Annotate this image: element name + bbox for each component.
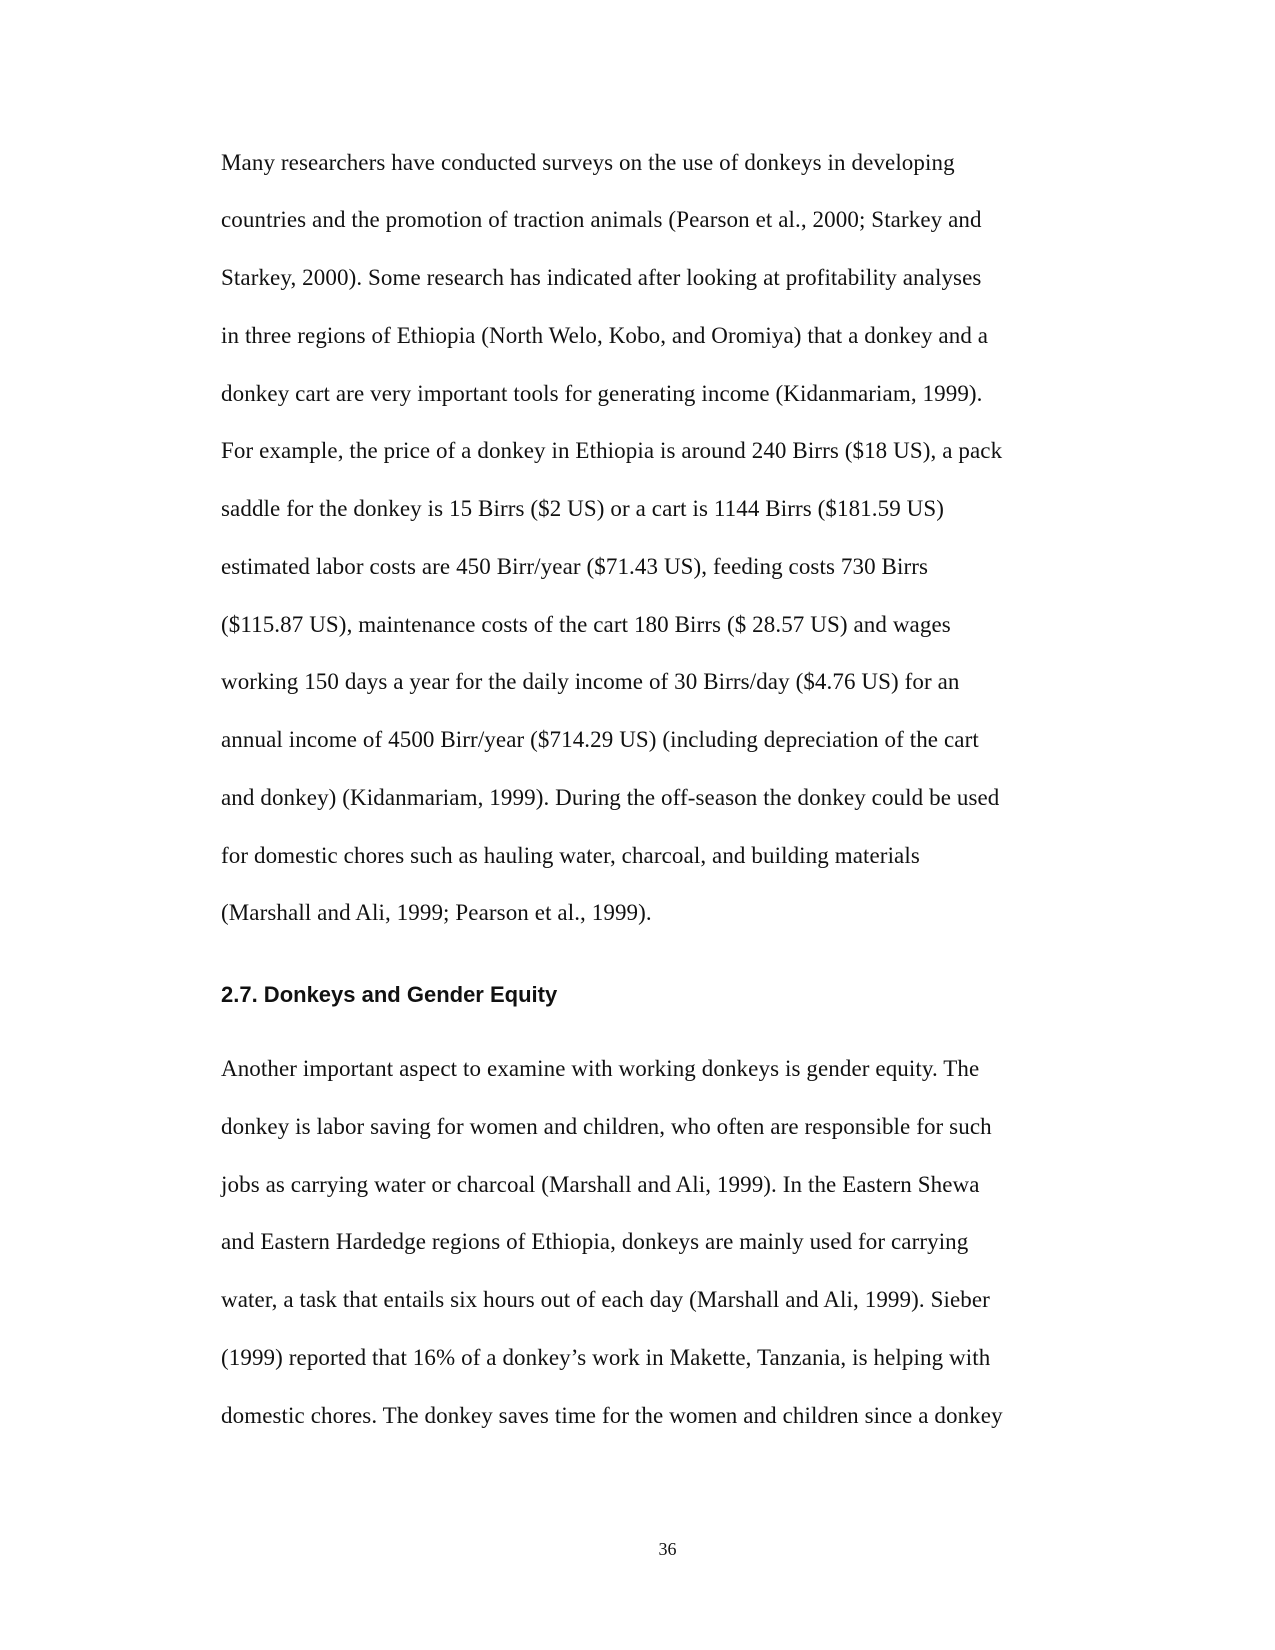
paragraph-1-line: for domestic chores such as hauling water, charcoal, and building materials — [221, 843, 920, 868]
paragraph-2-line: water, a task that entails six hours out of each day (Marshall and Ali, 1999). Sieber — [221, 1287, 990, 1312]
paragraph-1-line: donkey cart are very important tools for generating income (Kidanmariam, 1999). — [221, 381, 983, 406]
paragraph-2-line: and Eastern Hardedge regions of Ethiopia, donkeys are mainly used for carrying — [221, 1229, 969, 1254]
page-number: 36 — [658, 1539, 677, 1559]
paragraph-1-line: (Marshall and Ali, 1999; Pearson et al., 1999). — [221, 900, 652, 925]
paragraph-1-line: annual income of 4500 Birr/year ($714.29 US) (including depreciation of the cart — [221, 727, 979, 752]
paragraph-2-line: (1999) reported that 16% of a donkey’s work in Makette, Tanzania, is helping with — [221, 1345, 991, 1370]
paragraph-1-line: Starkey, 2000). Some research has indicated after looking at profitability analyses — [221, 265, 982, 290]
paragraph-1-line: countries and the promotion of traction animals (Pearson et al., 2000; Starkey and — [221, 207, 982, 232]
paragraph-2-line: jobs as carrying water or charcoal (Marshall and Ali, 1999). In the Eastern Shewa — [221, 1172, 980, 1197]
section-heading: 2.7. Donkeys and Gender Equity — [221, 982, 558, 1007]
paragraph-2-line: donkey is labor saving for women and children, who often are responsible for such — [221, 1114, 992, 1139]
paragraph-1-line: ($115.87 US), maintenance costs of the cart 180 Birrs ($ 28.57 US) and wages — [221, 612, 951, 637]
paragraph-1-line: saddle for the donkey is 15 Birrs ($2 US) or a cart is 1144 Birrs ($181.59 US) — [221, 496, 945, 521]
paragraph-1-line: and donkey) (Kidanmariam, 1999). During the off-season the donkey could be used — [221, 785, 1000, 810]
paragraph-1-line: in three regions of Ethiopia (North Welo, Kobo, and Oromiya) that a donkey and a — [221, 323, 989, 348]
paragraph-1-line: estimated labor costs are 450 Birr/year ($71.43 US), feeding costs 730 Birrs — [221, 554, 929, 579]
paragraph-1-line: For example, the price of a donkey in Ethiopia is around 240 Birrs ($18 US), a pack — [221, 438, 1003, 463]
paragraph-2-line: domestic chores. The donkey saves time for the women and children since a donkey — [221, 1403, 1003, 1428]
paragraph-2-line: Another important aspect to examine with working donkeys is gender equity. The — [221, 1056, 980, 1081]
paragraph-1-line: Many researchers have conducted surveys on the use of donkeys in developing — [221, 150, 955, 175]
paragraph-1-line: working 150 days a year for the daily income of 30 Birrs/day ($4.76 US) for an — [221, 669, 960, 694]
